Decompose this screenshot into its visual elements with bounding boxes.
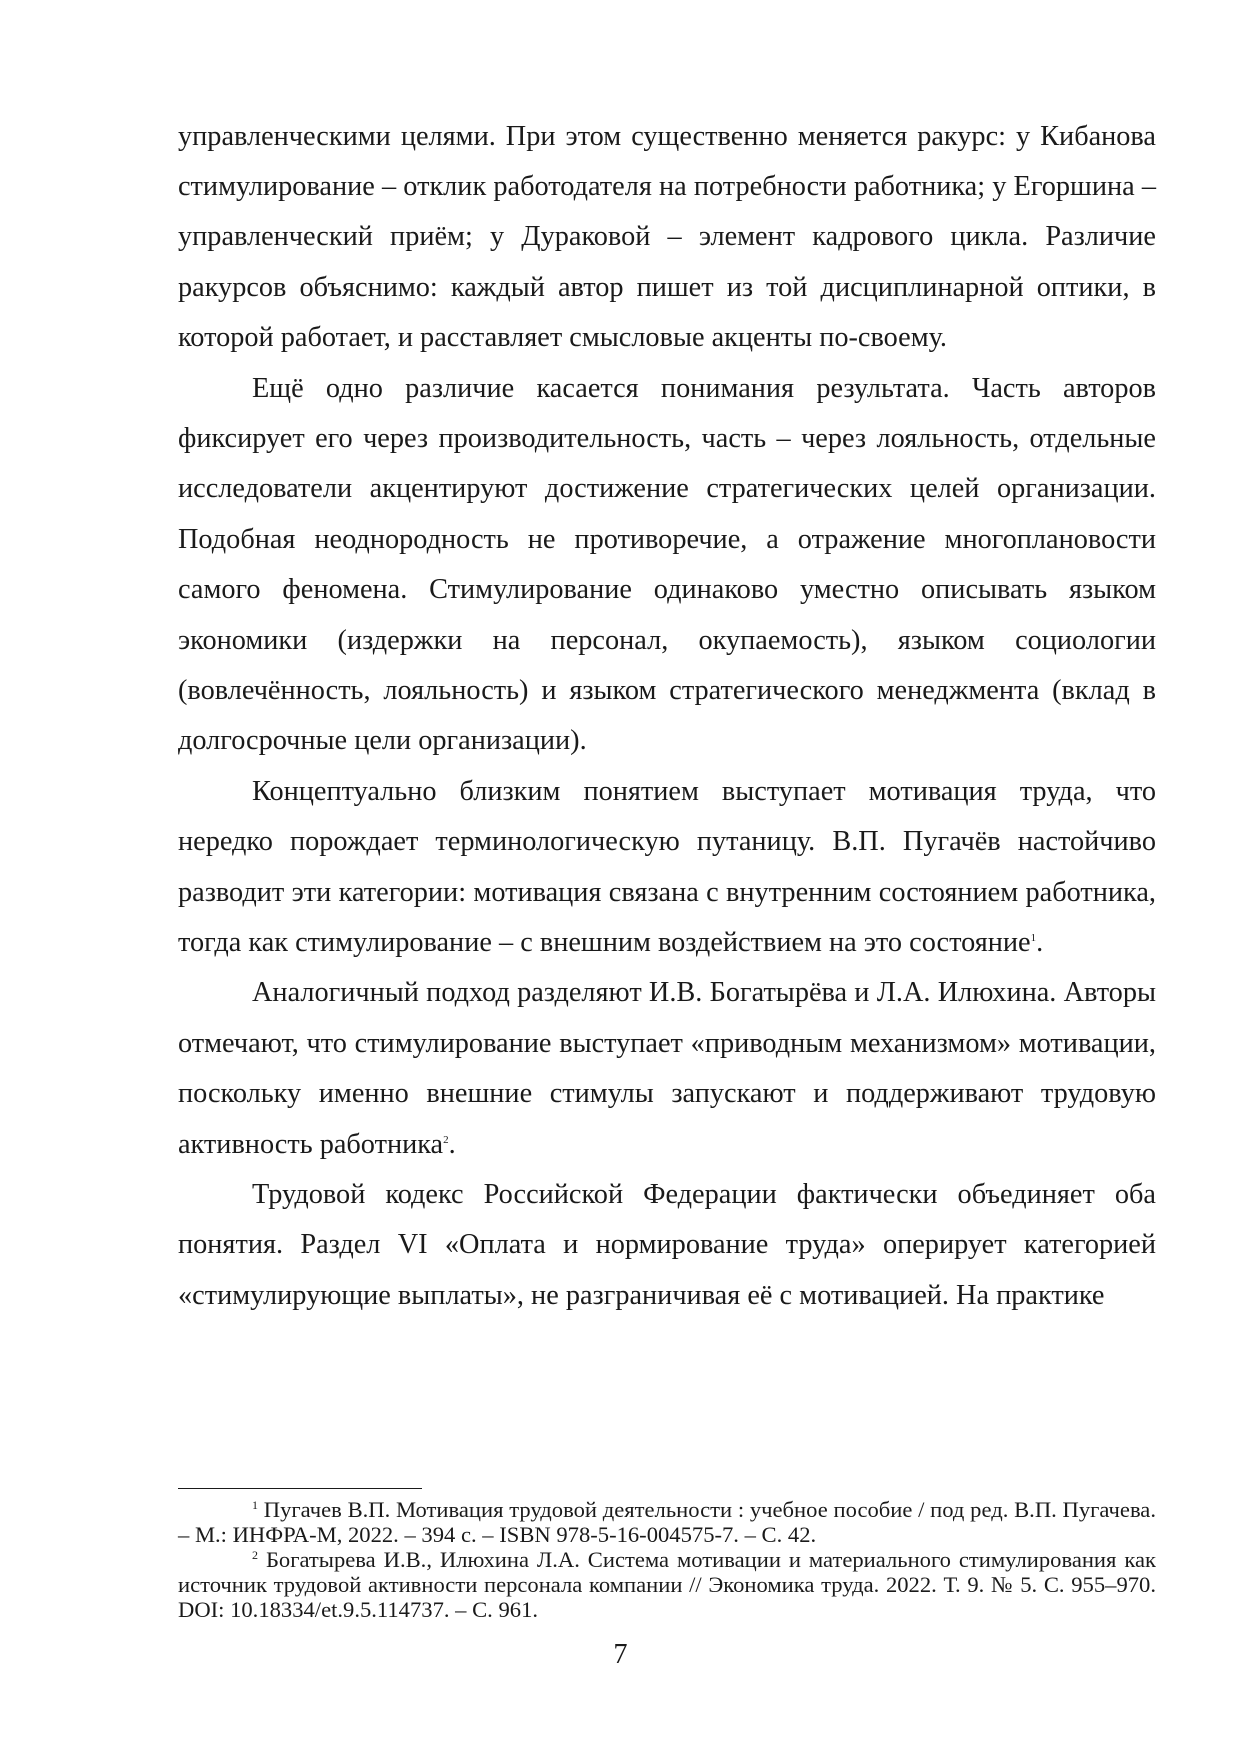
paragraph-1: [178, 112, 1156, 364]
paragraph-4: [178, 968, 1156, 1170]
footnote-2-text: Богатырева И.В., Илюхина Л.А. Система мотивации и материального стимулирования как источник трудовой активности персонала компании // Экономика труда. 2022. Т. 9. № 5. С. 955–970. DOI: 10.18334/et.9.5.114737. – С. 961.: [178, 1547, 1156, 1622]
paragraph-2: [178, 364, 1156, 767]
paragraph-3-text: Концептуально близким понятием выступает мотивация труда, что нередко порождает терминологическую путаницу. В.П. Пугачёв настойчиво разводит эти категории: мотивация связана с внутренним состоянием работника, тогда как стимулирование – с внешним воздействием на это состояние: [178, 775, 1156, 958]
footnote-ref-2[interactable]: 2: [443, 1133, 449, 1146]
paragraph-3: [178, 767, 1156, 969]
footnote-1-text: Пугачев В.П. Мотивация трудовой деятельности : учебное пособие / под ред. В.П. Пугачева. – М.: ИНФРА-М, 2022. – 394 с. – ISBN 978-5-16-004575-7. – С. 42.: [178, 1497, 1156, 1547]
footnote-ref-1[interactable]: 1: [1030, 932, 1037, 944]
footnote-2: [178, 1547, 1156, 1622]
paragraph-5: [178, 1170, 1156, 1321]
paragraph-2-text: Ещё одно различие касается понимания результата. Часть авторов фиксирует его через производительность, часть – через лояльность, отдельные исследователи акцентируют достижение стратегических целей организации. Подобная неоднородность не противоречие, а отражение многоплановости самого феномена. Стимулирование одинаково уместно описывать языком экономики (издержки на персонал, окупаемость), языком социологии (вовлечённость, лояльность) и языком стратегического менеджмента (вклад в долгосрочные цели организации).: [178, 372, 1156, 757]
paragraph-4-tail: .: [448, 1128, 456, 1160]
page-number: 7: [613, 1639, 628, 1670]
footnotes: [178, 1497, 1156, 1622]
footnote-2-number: 2: [252, 1548, 258, 1562]
paragraph-3-tail: .: [1036, 927, 1044, 958]
footnote-1-number: 1: [252, 1498, 258, 1512]
paragraph-1-text: управленческими целями. При этом существенно меняется ракурс: у Кибанова стимулирование – отклик работодателя на потребности работника; у Егоршина – управленческий приём; у Дураковой – элемент кадрового цикла. Различие ракурсов объяснимо: каждый автор пишет из той дисциплинарной оптики, в которой работает, и расставляет смысловые акценты по-своему.: [178, 120, 1156, 354]
paragraph-5-text: Трудовой кодекс Российской Федерации фактически объединяет оба понятия. Раздел VI «Оплата и нормирование труда» оперирует категорией «стимулирующие выплаты», не разграничивая её с мотивацией. На практике: [178, 1179, 1156, 1311]
footnote-1: [178, 1497, 1156, 1547]
paragraph-4-text: Аналогичный подход разделяют И.В. Богатырёва и Л.А. Илюхина. Авторы отмечают, что стимулирование выступает «приводным механизмом» мотивации, поскольку именно внешние стимулы запускают и поддерживают трудовую активность работника: [178, 977, 1156, 1160]
footnote-separator: [178, 1488, 422, 1489]
body-text: [178, 112, 1156, 1322]
